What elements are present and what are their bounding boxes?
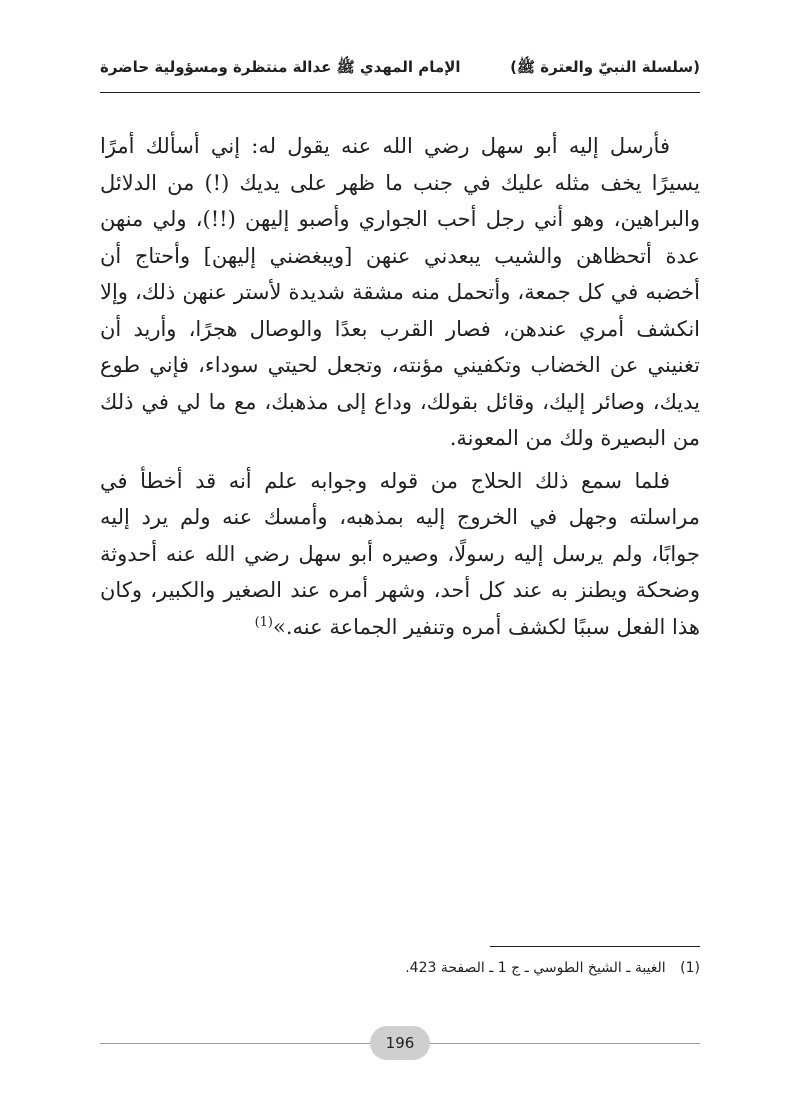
paragraph	[100, 463, 700, 646]
paragraph-1-text: فأرسل إليه أبو سهل رضي الله عنه يقول له: إني أسألك أمرًا يسيرًا يخف مثله عليك في جنب ما ظهر على يديك (!) من الدلائل والبراهين، وهو أني رجل أحب الجواري وأصبو إليهن (!!)، ولي منهن عدة أتحظاهن والشيب يبعدني عنهن [ويبغضني إليهن] وأحتاج أن أخضبه في كل جمعة، وأتحمل منه مشقة شديدة لأستر عنهن ذلك، وإلا انكشف أمري عندهن، فصار القرب بعدًا والوصال هجرًا، وأريد أن تغنيني عن الخضاب وتكفيني مؤنته، وتجعل لحيتي سوداء، فإني طوع يديك، وصائر إليك، وقائل بقولك، وداع إلى مذهبك، مع ما لي في ذلك من البصيرة ولك من المعونة.	[100, 134, 700, 450]
page-number: 196	[370, 1026, 430, 1060]
paragraph	[100, 128, 700, 457]
paragraph-2-text: فلما سمع ذلك الحلاج من قوله وجوابه علم أنه قد أخطأ في مراسلته وجهل في الخروج إليه بمذهبه، وأمسك عنه ولم يرد إليه جوابًا، ولم يرسل إليه رسولًا، وصيره أبو سهل رضي الله عنه أحدوثة وضحكة ويطنز به عند كل أحد، وشهر أمره عند الصغير والكبير، وكان هذا الفعل سببًا لكشف أمره وتنفير الجماعة عنه.»	[100, 468, 700, 639]
series-title: (سلسلة النبيّ والعترة ﷺ)	[510, 58, 700, 76]
footnote	[100, 960, 700, 976]
header-divider	[100, 92, 700, 93]
footnote-number: (1)	[680, 960, 700, 976]
footnote-reference[interactable]: (1)	[254, 614, 273, 630]
footnote-text: الغيبة ـ الشيخ الطوسي ـ ج 1 ـ الصفحة 423.	[405, 960, 666, 976]
footnote-divider	[490, 946, 700, 947]
book-title: الإمام المهدي ﷺ عدالة منتظرة ومسؤولية حاضرة	[100, 58, 461, 76]
running-header	[100, 58, 700, 88]
main-text	[100, 128, 700, 645]
